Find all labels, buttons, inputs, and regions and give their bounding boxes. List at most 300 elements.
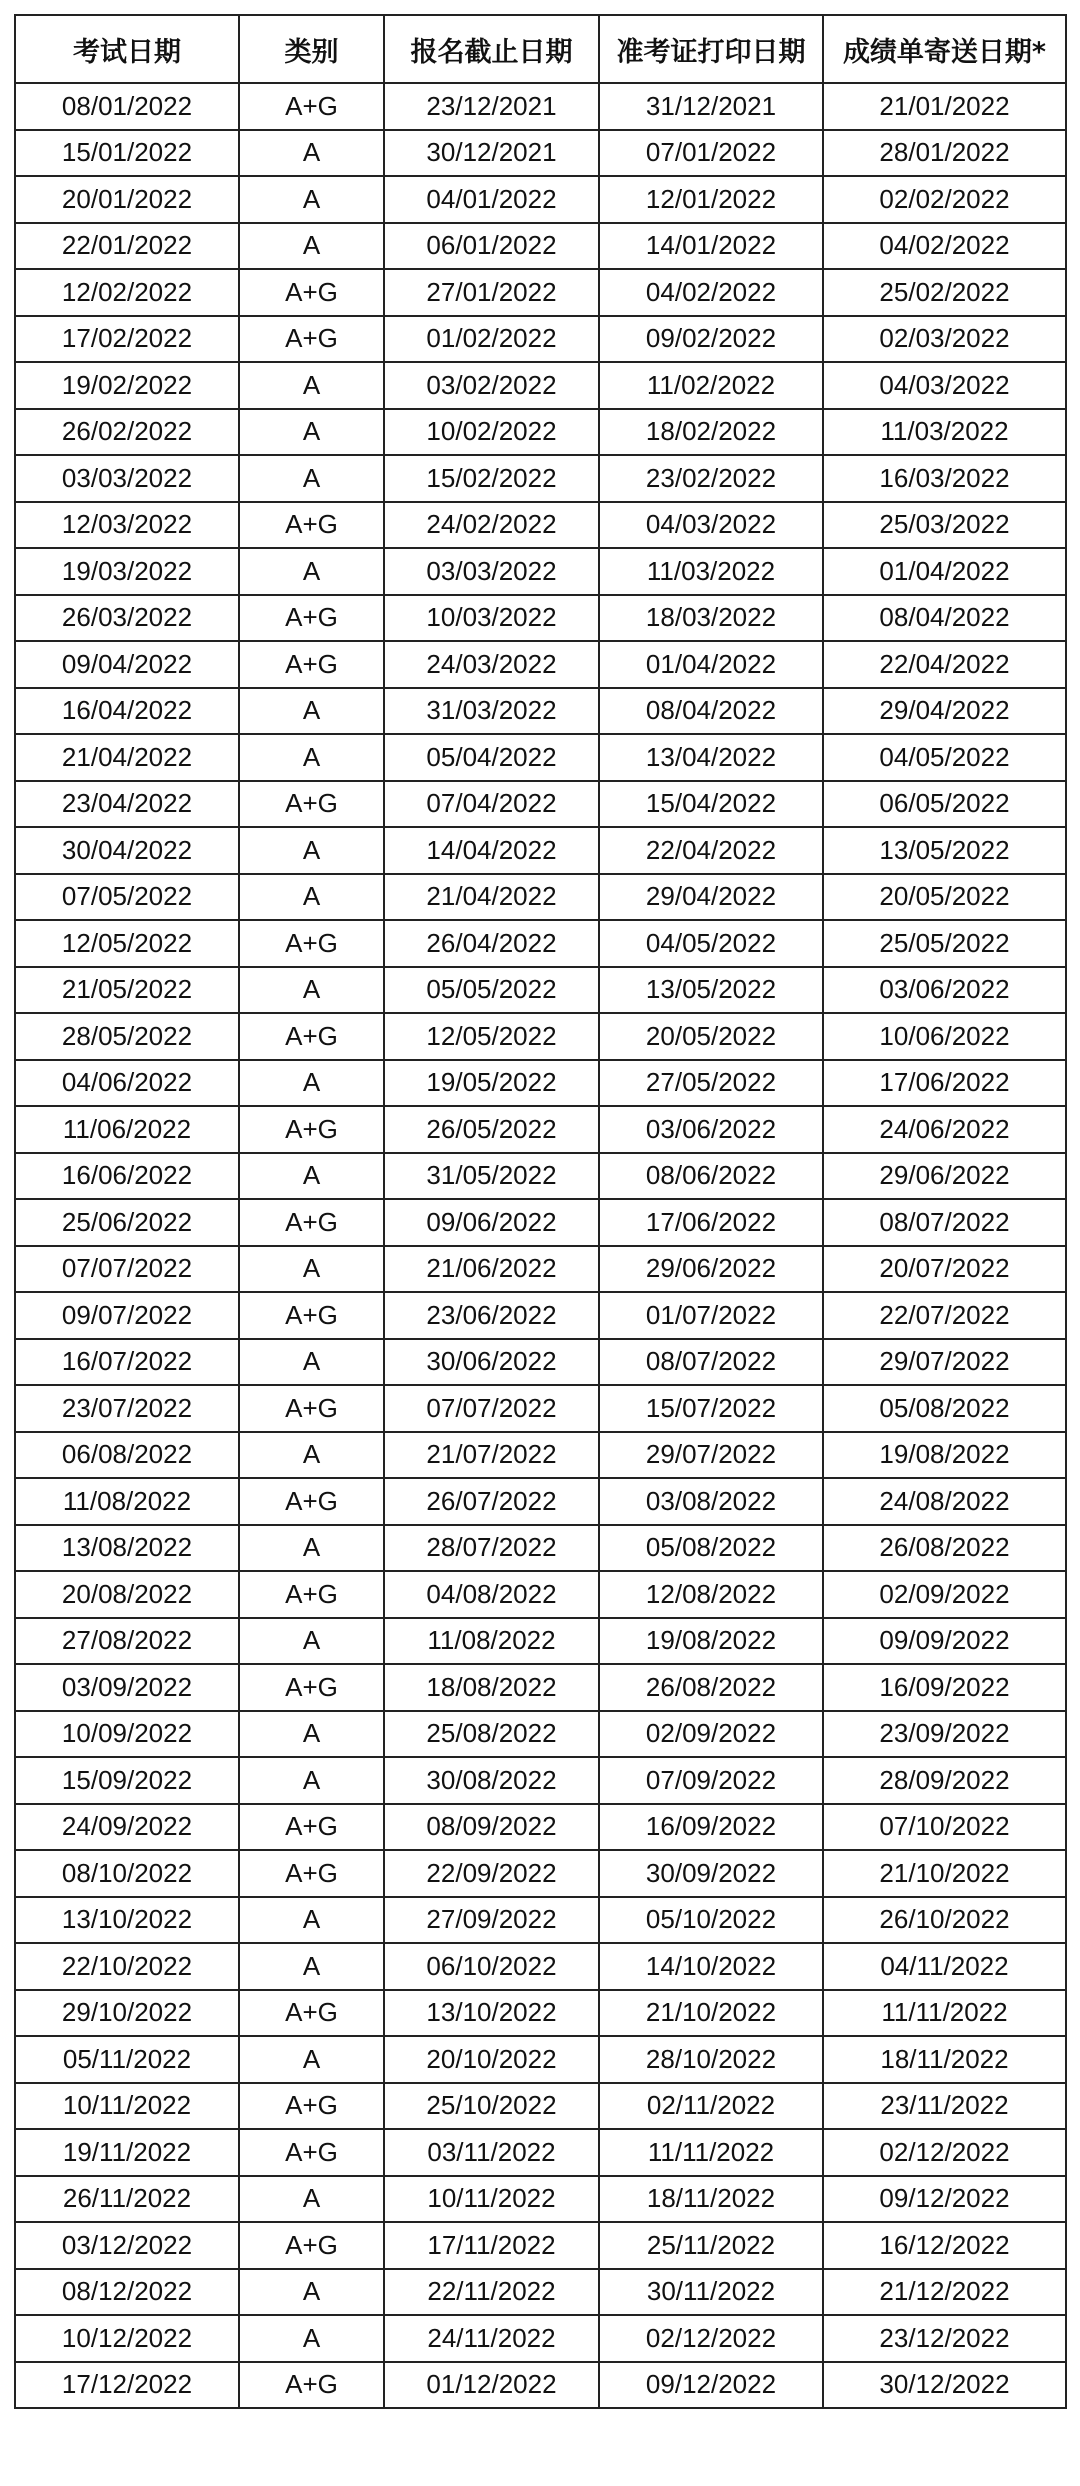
- admission-ticket-print-date-cell: 29/06/2022: [599, 1246, 823, 1293]
- registration-deadline-cell: 18/08/2022: [384, 1664, 599, 1711]
- table-row: [15, 176, 1066, 223]
- admission-ticket-print-date-cell: 30/11/2022: [599, 2269, 823, 2316]
- registration-deadline-cell: 25/08/2022: [384, 1711, 599, 1758]
- admission-ticket-print-date-cell: 04/05/2022: [599, 920, 823, 967]
- registration-deadline-cell: 21/06/2022: [384, 1246, 599, 1293]
- table-row: [15, 2129, 1066, 2176]
- admission-ticket-print-date-cell: 17/06/2022: [599, 1199, 823, 1246]
- exam-date-cell: 16/04/2022: [15, 688, 239, 735]
- transcript-mailing-date-cell: 07/10/2022: [823, 1804, 1066, 1851]
- category-cell: A+G: [239, 781, 384, 828]
- category-cell: A: [239, 1246, 384, 1293]
- exam-date-cell: 11/08/2022: [15, 1478, 239, 1525]
- transcript-mailing-date-cell: 20/05/2022: [823, 874, 1066, 921]
- header-category: 类别: [239, 15, 384, 83]
- category-cell: A: [239, 1618, 384, 1665]
- table-row: [15, 83, 1066, 130]
- category-cell: A+G: [239, 1199, 384, 1246]
- registration-deadline-cell: 15/02/2022: [384, 455, 599, 502]
- registration-deadline-cell: 24/03/2022: [384, 641, 599, 688]
- exam-schedule-table: [14, 14, 1067, 2409]
- category-cell: A+G: [239, 316, 384, 363]
- transcript-mailing-date-cell: 29/06/2022: [823, 1153, 1066, 1200]
- table-row: [15, 1292, 1066, 1339]
- exam-date-cell: 13/10/2022: [15, 1897, 239, 1944]
- table-row: [15, 1106, 1066, 1153]
- category-cell: A: [239, 734, 384, 781]
- registration-deadline-cell: 24/11/2022: [384, 2315, 599, 2362]
- transcript-mailing-date-cell: 05/08/2022: [823, 1385, 1066, 1432]
- category-cell: A+G: [239, 502, 384, 549]
- category-cell: A: [239, 1757, 384, 1804]
- transcript-mailing-date-cell: 11/11/2022: [823, 1990, 1066, 2037]
- transcript-mailing-date-cell: 24/08/2022: [823, 1478, 1066, 1525]
- transcript-mailing-date-cell: 04/05/2022: [823, 734, 1066, 781]
- category-cell: A+G: [239, 1478, 384, 1525]
- exam-date-cell: 20/01/2022: [15, 176, 239, 223]
- admission-ticket-print-date-cell: 18/03/2022: [599, 595, 823, 642]
- transcript-mailing-date-cell: 16/09/2022: [823, 1664, 1066, 1711]
- category-cell: A: [239, 176, 384, 223]
- admission-ticket-print-date-cell: 11/02/2022: [599, 362, 823, 409]
- transcript-mailing-date-cell: 30/12/2022: [823, 2362, 1066, 2409]
- transcript-mailing-date-cell: 21/01/2022: [823, 83, 1066, 130]
- transcript-mailing-date-cell: 20/07/2022: [823, 1246, 1066, 1293]
- category-cell: A+G: [239, 920, 384, 967]
- table-row: [15, 2036, 1066, 2083]
- table-row: [15, 1618, 1066, 1665]
- exam-date-cell: 15/01/2022: [15, 130, 239, 177]
- registration-deadline-cell: 01/12/2022: [384, 2362, 599, 2409]
- admission-ticket-print-date-cell: 01/04/2022: [599, 641, 823, 688]
- table-row: [15, 1153, 1066, 1200]
- category-cell: A+G: [239, 1664, 384, 1711]
- table-row: [15, 1571, 1066, 1618]
- table-row: [15, 2362, 1066, 2409]
- category-cell: A: [239, 967, 384, 1014]
- exam-date-cell: 13/08/2022: [15, 1525, 239, 1572]
- admission-ticket-print-date-cell: 01/07/2022: [599, 1292, 823, 1339]
- exam-date-cell: 21/05/2022: [15, 967, 239, 1014]
- transcript-mailing-date-cell: 02/09/2022: [823, 1571, 1066, 1618]
- table-row: [15, 1757, 1066, 1804]
- exam-date-cell: 27/08/2022: [15, 1618, 239, 1665]
- exam-schedule-table-container: [14, 14, 1067, 2409]
- table-row: [15, 967, 1066, 1014]
- registration-deadline-cell: 05/05/2022: [384, 967, 599, 1014]
- registration-deadline-cell: 04/01/2022: [384, 176, 599, 223]
- registration-deadline-cell: 07/07/2022: [384, 1385, 599, 1432]
- registration-deadline-cell: 17/11/2022: [384, 2222, 599, 2269]
- table-row: [15, 2176, 1066, 2223]
- admission-ticket-print-date-cell: 11/03/2022: [599, 548, 823, 595]
- admission-ticket-print-date-cell: 23/02/2022: [599, 455, 823, 502]
- category-cell: A+G: [239, 1804, 384, 1851]
- transcript-mailing-date-cell: 02/02/2022: [823, 176, 1066, 223]
- admission-ticket-print-date-cell: 30/09/2022: [599, 1850, 823, 1897]
- admission-ticket-print-date-cell: 05/08/2022: [599, 1525, 823, 1572]
- registration-deadline-cell: 22/09/2022: [384, 1850, 599, 1897]
- table-row: [15, 548, 1066, 595]
- registration-deadline-cell: 03/02/2022: [384, 362, 599, 409]
- category-cell: A: [239, 2315, 384, 2362]
- category-cell: A+G: [239, 641, 384, 688]
- admission-ticket-print-date-cell: 12/08/2022: [599, 1571, 823, 1618]
- registration-deadline-cell: 08/09/2022: [384, 1804, 599, 1851]
- exam-date-cell: 30/04/2022: [15, 827, 239, 874]
- exam-date-cell: 19/03/2022: [15, 548, 239, 595]
- table-row: [15, 1199, 1066, 1246]
- table-row: [15, 1664, 1066, 1711]
- exam-date-cell: 09/07/2022: [15, 1292, 239, 1339]
- exam-date-cell: 20/08/2022: [15, 1571, 239, 1618]
- admission-ticket-print-date-cell: 02/09/2022: [599, 1711, 823, 1758]
- transcript-mailing-date-cell: 18/11/2022: [823, 2036, 1066, 2083]
- registration-deadline-cell: 10/03/2022: [384, 595, 599, 642]
- admission-ticket-print-date-cell: 03/06/2022: [599, 1106, 823, 1153]
- transcript-mailing-date-cell: 22/07/2022: [823, 1292, 1066, 1339]
- transcript-mailing-date-cell: 01/04/2022: [823, 548, 1066, 595]
- exam-date-cell: 21/04/2022: [15, 734, 239, 781]
- category-cell: A+G: [239, 1990, 384, 2037]
- transcript-mailing-date-cell: 25/03/2022: [823, 502, 1066, 549]
- admission-ticket-print-date-cell: 29/04/2022: [599, 874, 823, 921]
- admission-ticket-print-date-cell: 04/02/2022: [599, 269, 823, 316]
- transcript-mailing-date-cell: 26/10/2022: [823, 1897, 1066, 1944]
- exam-date-cell: 17/02/2022: [15, 316, 239, 363]
- exam-date-cell: 08/01/2022: [15, 83, 239, 130]
- category-cell: A+G: [239, 2129, 384, 2176]
- transcript-mailing-date-cell: 09/09/2022: [823, 1618, 1066, 1665]
- category-cell: A: [239, 874, 384, 921]
- table-row: [15, 1246, 1066, 1293]
- exam-date-cell: 12/03/2022: [15, 502, 239, 549]
- admission-ticket-print-date-cell: 25/11/2022: [599, 2222, 823, 2269]
- table-row: [15, 1385, 1066, 1432]
- admission-ticket-print-date-cell: 26/08/2022: [599, 1664, 823, 1711]
- admission-ticket-print-date-cell: 09/02/2022: [599, 316, 823, 363]
- header-exam-date: 考试日期: [15, 15, 239, 83]
- category-cell: A+G: [239, 1850, 384, 1897]
- admission-ticket-print-date-cell: 15/07/2022: [599, 1385, 823, 1432]
- exam-date-cell: 29/10/2022: [15, 1990, 239, 2037]
- exam-date-cell: 07/05/2022: [15, 874, 239, 921]
- transcript-mailing-date-cell: 11/03/2022: [823, 409, 1066, 456]
- exam-date-cell: 16/07/2022: [15, 1339, 239, 1386]
- registration-deadline-cell: 28/07/2022: [384, 1525, 599, 1572]
- registration-deadline-cell: 22/11/2022: [384, 2269, 599, 2316]
- category-cell: A: [239, 1432, 384, 1479]
- exam-date-cell: 03/09/2022: [15, 1664, 239, 1711]
- registration-deadline-cell: 31/03/2022: [384, 688, 599, 735]
- admission-ticket-print-date-cell: 14/10/2022: [599, 1943, 823, 1990]
- registration-deadline-cell: 23/12/2021: [384, 83, 599, 130]
- admission-ticket-print-date-cell: 07/09/2022: [599, 1757, 823, 1804]
- registration-deadline-cell: 10/02/2022: [384, 409, 599, 456]
- exam-date-cell: 11/06/2022: [15, 1106, 239, 1153]
- category-cell: A: [239, 1525, 384, 1572]
- category-cell: A+G: [239, 2362, 384, 2409]
- category-cell: A: [239, 1943, 384, 1990]
- category-cell: A: [239, 362, 384, 409]
- admission-ticket-print-date-cell: 14/01/2022: [599, 223, 823, 270]
- category-cell: A+G: [239, 1385, 384, 1432]
- exam-date-cell: 26/11/2022: [15, 2176, 239, 2223]
- exam-date-cell: 12/02/2022: [15, 269, 239, 316]
- table-row: [15, 920, 1066, 967]
- admission-ticket-print-date-cell: 07/01/2022: [599, 130, 823, 177]
- category-cell: A+G: [239, 1292, 384, 1339]
- exam-date-cell: 23/04/2022: [15, 781, 239, 828]
- exam-date-cell: 10/12/2022: [15, 2315, 239, 2362]
- category-cell: A: [239, 827, 384, 874]
- registration-deadline-cell: 10/11/2022: [384, 2176, 599, 2223]
- registration-deadline-cell: 19/05/2022: [384, 1060, 599, 1107]
- admission-ticket-print-date-cell: 16/09/2022: [599, 1804, 823, 1851]
- table-row: [15, 688, 1066, 735]
- category-cell: A: [239, 2269, 384, 2316]
- exam-date-cell: 15/09/2022: [15, 1757, 239, 1804]
- category-cell: A+G: [239, 83, 384, 130]
- admission-ticket-print-date-cell: 28/10/2022: [599, 2036, 823, 2083]
- exam-date-cell: 16/06/2022: [15, 1153, 239, 1200]
- table-row: [15, 1478, 1066, 1525]
- admission-ticket-print-date-cell: 18/02/2022: [599, 409, 823, 456]
- exam-date-cell: 04/06/2022: [15, 1060, 239, 1107]
- registration-deadline-cell: 05/04/2022: [384, 734, 599, 781]
- category-cell: A: [239, 455, 384, 502]
- exam-date-cell: 10/09/2022: [15, 1711, 239, 1758]
- admission-ticket-print-date-cell: 20/05/2022: [599, 1013, 823, 1060]
- table-row: [15, 1897, 1066, 1944]
- transcript-mailing-date-cell: 06/05/2022: [823, 781, 1066, 828]
- admission-ticket-print-date-cell: 03/08/2022: [599, 1478, 823, 1525]
- table-row: [15, 502, 1066, 549]
- admission-ticket-print-date-cell: 05/10/2022: [599, 1897, 823, 1944]
- category-cell: A+G: [239, 1013, 384, 1060]
- admission-ticket-print-date-cell: 18/11/2022: [599, 2176, 823, 2223]
- table-row: [15, 1804, 1066, 1851]
- category-cell: A: [239, 548, 384, 595]
- category-cell: A+G: [239, 1571, 384, 1618]
- registration-deadline-cell: 30/08/2022: [384, 1757, 599, 1804]
- table-row: [15, 362, 1066, 409]
- transcript-mailing-date-cell: 23/12/2022: [823, 2315, 1066, 2362]
- exam-date-cell: 23/07/2022: [15, 1385, 239, 1432]
- registration-deadline-cell: 23/06/2022: [384, 1292, 599, 1339]
- admission-ticket-print-date-cell: 22/04/2022: [599, 827, 823, 874]
- exam-date-cell: 07/07/2022: [15, 1246, 239, 1293]
- admission-ticket-print-date-cell: 12/01/2022: [599, 176, 823, 223]
- admission-ticket-print-date-cell: 13/04/2022: [599, 734, 823, 781]
- exam-date-cell: 19/11/2022: [15, 2129, 239, 2176]
- transcript-mailing-date-cell: 04/11/2022: [823, 1943, 1066, 1990]
- table-row: [15, 130, 1066, 177]
- transcript-mailing-date-cell: 22/04/2022: [823, 641, 1066, 688]
- table-body: [15, 83, 1066, 2408]
- admission-ticket-print-date-cell: 15/04/2022: [599, 781, 823, 828]
- transcript-mailing-date-cell: 23/09/2022: [823, 1711, 1066, 1758]
- transcript-mailing-date-cell: 10/06/2022: [823, 1013, 1066, 1060]
- table-row: [15, 1711, 1066, 1758]
- registration-deadline-cell: 26/07/2022: [384, 1478, 599, 1525]
- category-cell: A: [239, 223, 384, 270]
- table-row: [15, 1943, 1066, 1990]
- category-cell: A: [239, 409, 384, 456]
- category-cell: A: [239, 2036, 384, 2083]
- exam-date-cell: 06/08/2022: [15, 1432, 239, 1479]
- table-row: [15, 781, 1066, 828]
- transcript-mailing-date-cell: 16/03/2022: [823, 455, 1066, 502]
- transcript-mailing-date-cell: 02/03/2022: [823, 316, 1066, 363]
- header-registration-deadline: 报名截止日期: [384, 15, 599, 83]
- table-row: [15, 2269, 1066, 2316]
- category-cell: A+G: [239, 2222, 384, 2269]
- transcript-mailing-date-cell: 28/01/2022: [823, 130, 1066, 177]
- transcript-mailing-date-cell: 04/03/2022: [823, 362, 1066, 409]
- admission-ticket-print-date-cell: 13/05/2022: [599, 967, 823, 1014]
- transcript-mailing-date-cell: 21/10/2022: [823, 1850, 1066, 1897]
- transcript-mailing-date-cell: 13/05/2022: [823, 827, 1066, 874]
- registration-deadline-cell: 09/06/2022: [384, 1199, 599, 1246]
- registration-deadline-cell: 26/05/2022: [384, 1106, 599, 1153]
- exam-date-cell: 08/10/2022: [15, 1850, 239, 1897]
- registration-deadline-cell: 26/04/2022: [384, 920, 599, 967]
- header-transcript-mailing-date: 成绩单寄送日期*: [823, 15, 1066, 83]
- registration-deadline-cell: 30/12/2021: [384, 130, 599, 177]
- registration-deadline-cell: 04/08/2022: [384, 1571, 599, 1618]
- admission-ticket-print-date-cell: 09/12/2022: [599, 2362, 823, 2409]
- category-cell: A: [239, 1711, 384, 1758]
- transcript-mailing-date-cell: 26/08/2022: [823, 1525, 1066, 1572]
- category-cell: A: [239, 688, 384, 735]
- registration-deadline-cell: 27/09/2022: [384, 1897, 599, 1944]
- registration-deadline-cell: 27/01/2022: [384, 269, 599, 316]
- registration-deadline-cell: 03/03/2022: [384, 548, 599, 595]
- transcript-mailing-date-cell: 08/04/2022: [823, 595, 1066, 642]
- exam-date-cell: 03/12/2022: [15, 2222, 239, 2269]
- transcript-mailing-date-cell: 03/06/2022: [823, 967, 1066, 1014]
- registration-deadline-cell: 31/05/2022: [384, 1153, 599, 1200]
- admission-ticket-print-date-cell: 04/03/2022: [599, 502, 823, 549]
- table-row: [15, 2222, 1066, 2269]
- transcript-mailing-date-cell: 19/08/2022: [823, 1432, 1066, 1479]
- admission-ticket-print-date-cell: 11/11/2022: [599, 2129, 823, 2176]
- header-admission-ticket-print-date: 准考证打印日期: [599, 15, 823, 83]
- exam-date-cell: 17/12/2022: [15, 2362, 239, 2409]
- registration-deadline-cell: 21/04/2022: [384, 874, 599, 921]
- transcript-mailing-date-cell: 24/06/2022: [823, 1106, 1066, 1153]
- table-row: [15, 734, 1066, 781]
- category-cell: A: [239, 2176, 384, 2223]
- table-row: [15, 316, 1066, 363]
- table-row: [15, 1339, 1066, 1386]
- registration-deadline-cell: 03/11/2022: [384, 2129, 599, 2176]
- registration-deadline-cell: 24/02/2022: [384, 502, 599, 549]
- transcript-mailing-date-cell: 09/12/2022: [823, 2176, 1066, 2223]
- admission-ticket-print-date-cell: 08/07/2022: [599, 1339, 823, 1386]
- table-row: [15, 223, 1066, 270]
- table-row: [15, 1060, 1066, 1107]
- table-row: [15, 1850, 1066, 1897]
- registration-deadline-cell: 14/04/2022: [384, 827, 599, 874]
- transcript-mailing-date-cell: 28/09/2022: [823, 1757, 1066, 1804]
- exam-date-cell: 28/05/2022: [15, 1013, 239, 1060]
- exam-date-cell: 25/06/2022: [15, 1199, 239, 1246]
- category-cell: A: [239, 1339, 384, 1386]
- category-cell: A: [239, 1060, 384, 1107]
- table-row: [15, 2315, 1066, 2362]
- registration-deadline-cell: 30/06/2022: [384, 1339, 599, 1386]
- exam-date-cell: 24/09/2022: [15, 1804, 239, 1851]
- exam-date-cell: 26/02/2022: [15, 409, 239, 456]
- admission-ticket-print-date-cell: 29/07/2022: [599, 1432, 823, 1479]
- exam-date-cell: 10/11/2022: [15, 2083, 239, 2130]
- table-row: [15, 1525, 1066, 1572]
- admission-ticket-print-date-cell: 08/04/2022: [599, 688, 823, 735]
- transcript-mailing-date-cell: 29/04/2022: [823, 688, 1066, 735]
- registration-deadline-cell: 13/10/2022: [384, 1990, 599, 2037]
- registration-deadline-cell: 06/10/2022: [384, 1943, 599, 1990]
- transcript-mailing-date-cell: 02/12/2022: [823, 2129, 1066, 2176]
- category-cell: A+G: [239, 595, 384, 642]
- exam-date-cell: 26/03/2022: [15, 595, 239, 642]
- admission-ticket-print-date-cell: 02/11/2022: [599, 2083, 823, 2130]
- category-cell: A: [239, 1153, 384, 1200]
- transcript-mailing-date-cell: 23/11/2022: [823, 2083, 1066, 2130]
- exam-date-cell: 22/01/2022: [15, 223, 239, 270]
- category-cell: A+G: [239, 1106, 384, 1153]
- exam-date-cell: 22/10/2022: [15, 1943, 239, 1990]
- transcript-mailing-date-cell: 17/06/2022: [823, 1060, 1066, 1107]
- transcript-mailing-date-cell: 04/02/2022: [823, 223, 1066, 270]
- exam-date-cell: 19/02/2022: [15, 362, 239, 409]
- table-row: [15, 409, 1066, 456]
- transcript-mailing-date-cell: 29/07/2022: [823, 1339, 1066, 1386]
- registration-deadline-cell: 07/04/2022: [384, 781, 599, 828]
- exam-date-cell: 05/11/2022: [15, 2036, 239, 2083]
- table-row: [15, 874, 1066, 921]
- table-row: [15, 1432, 1066, 1479]
- transcript-mailing-date-cell: 16/12/2022: [823, 2222, 1066, 2269]
- exam-date-cell: 03/03/2022: [15, 455, 239, 502]
- registration-deadline-cell: 21/07/2022: [384, 1432, 599, 1479]
- category-cell: A: [239, 1897, 384, 1944]
- table-row: [15, 1990, 1066, 2037]
- registration-deadline-cell: 25/10/2022: [384, 2083, 599, 2130]
- registration-deadline-cell: 12/05/2022: [384, 1013, 599, 1060]
- registration-deadline-cell: 20/10/2022: [384, 2036, 599, 2083]
- table-row: [15, 827, 1066, 874]
- table-row: [15, 2083, 1066, 2130]
- table-row: [15, 641, 1066, 688]
- category-cell: A+G: [239, 269, 384, 316]
- category-cell: A+G: [239, 2083, 384, 2130]
- table-header: [15, 15, 1066, 83]
- transcript-mailing-date-cell: 25/02/2022: [823, 269, 1066, 316]
- exam-date-cell: 12/05/2022: [15, 920, 239, 967]
- table-row: [15, 269, 1066, 316]
- transcript-mailing-date-cell: 25/05/2022: [823, 920, 1066, 967]
- table-row: [15, 455, 1066, 502]
- exam-date-cell: 08/12/2022: [15, 2269, 239, 2316]
- admission-ticket-print-date-cell: 21/10/2022: [599, 1990, 823, 2037]
- table-row: [15, 595, 1066, 642]
- header-row: [15, 15, 1066, 83]
- transcript-mailing-date-cell: 21/12/2022: [823, 2269, 1066, 2316]
- registration-deadline-cell: 01/02/2022: [384, 316, 599, 363]
- admission-ticket-print-date-cell: 02/12/2022: [599, 2315, 823, 2362]
